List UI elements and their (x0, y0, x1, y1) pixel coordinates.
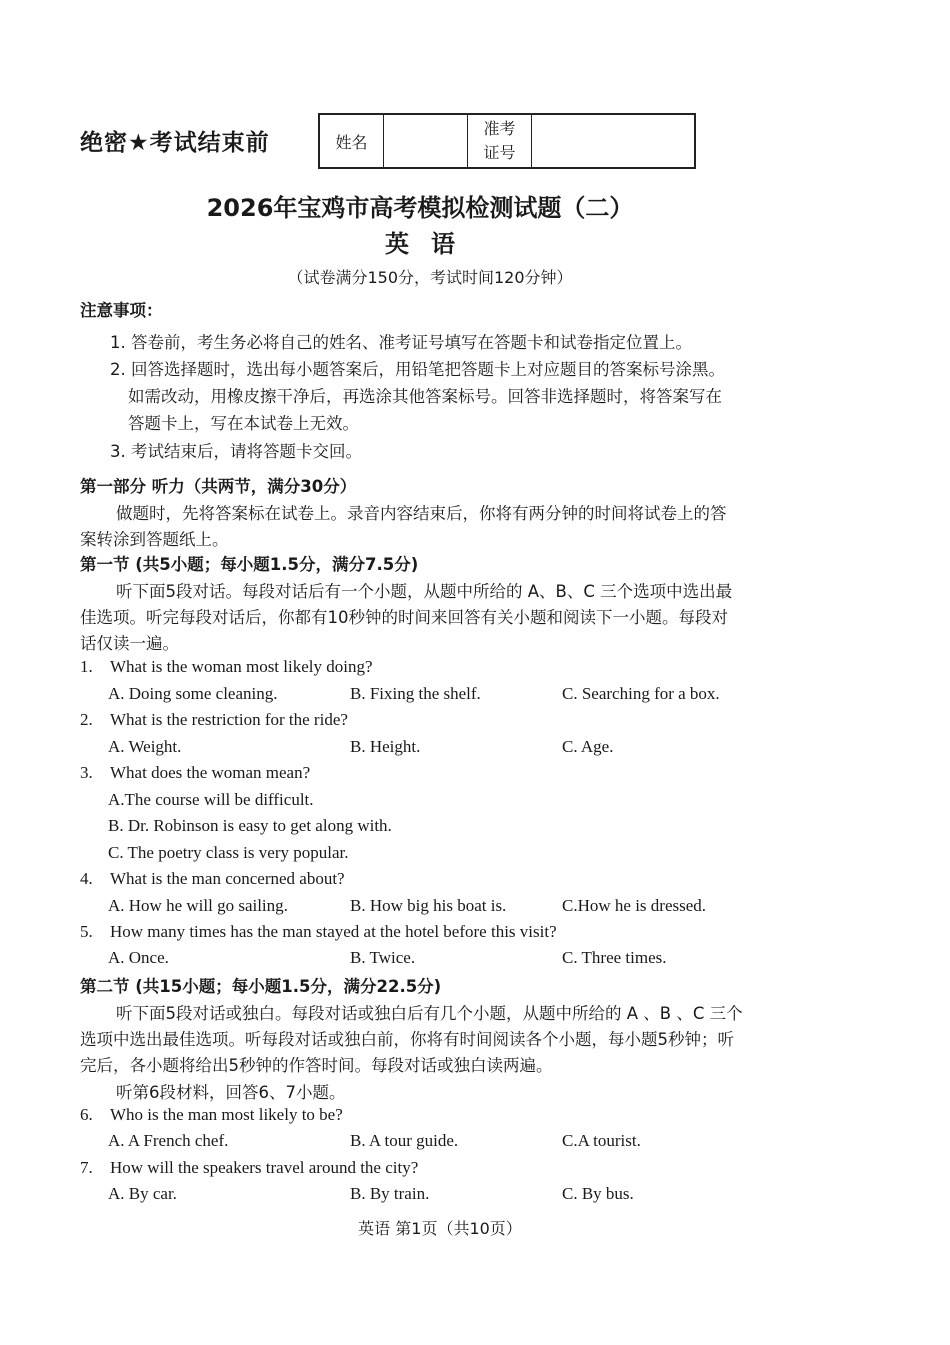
note-item: 3. 考试结束后，请将答题卡交回。 (110, 442, 362, 461)
section2-intro: 听下面5段对话或独白。每段对话或独白后有几个小题，从题中所给的 A 、B 、C 三个 (116, 1004, 743, 1023)
section1-intro: 佳选项。听完每段对话后，你都有10秒钟的时间来回答有关小题和阅读下一小题。每段对 (80, 608, 728, 627)
option-c: C.A tourist. (562, 1131, 641, 1150)
score-info: （试卷满分150分，考试时间120分钟） (287, 268, 573, 287)
option-c: C. Age. (562, 737, 614, 756)
option-a: A. How he will go sailing. (108, 896, 288, 915)
section1-intro: 听下面5段对话。每段对话后有一个小题，从题中所给的 A、B、C 三个选项中选出最 (116, 582, 733, 601)
question-text: How will the speakers travel around the city? (110, 1158, 419, 1177)
exam-id-field[interactable] (532, 115, 694, 167)
section2-intro: 选项中选出最佳选项。听每段对话或独白前，你将有时间阅读各个小题，每小题5秒钟；听 (80, 1030, 734, 1049)
candidate-info-box (318, 113, 696, 169)
section2-intro: 完后，各小题将给出5秒钟的作答时间。每段对话或独白读两遍。 (80, 1056, 553, 1075)
option-b: B. How big his boat is. (350, 896, 507, 915)
part1-intro: 做题时，先将答案标在试卷上。录音内容结束后，你将有两分钟的时间将试卷上的答 (116, 504, 727, 523)
part1-heading: 第一部分 听力（共两节，满分30分） (80, 477, 357, 496)
option-c: C.How he is dressed. (562, 896, 707, 915)
note-item: 如需改动，用橡皮擦干净后，再选涂其他答案标号。回答非选择题时，将答案写在 (128, 387, 722, 406)
exam-title: 2026年宝鸡市高考模拟检测试题（二） (206, 194, 634, 222)
note-item: 1. 答卷前，考生务必将自己的姓名、准考证号填写在答题卡和试卷指定位置上。 (110, 333, 692, 352)
name-label: 姓名 (320, 115, 384, 167)
option-b: B. Dr. Robinson is easy to get along with. (108, 816, 392, 835)
option-c: C. The poetry class is very popular. (108, 843, 349, 862)
part1-intro: 案转涂到答题纸上。 (80, 530, 229, 549)
name-field[interactable] (384, 115, 468, 167)
exam-id-label-line2: 证号 (483, 143, 516, 162)
note-item: 答题卡上，写在本试卷上无效。 (128, 414, 359, 433)
option-b: B. Fixing the shelf. (350, 684, 481, 703)
question-number: 1. (80, 657, 93, 676)
question-text: What is the restriction for the ride? (110, 710, 348, 729)
question-text: What is the man concerned about? (110, 869, 345, 888)
option-a: A. Once. (108, 948, 169, 967)
section1-intro: 话仅读一遍。 (80, 634, 179, 653)
option-a: A. Doing some cleaning. (108, 684, 278, 703)
question-number: 2. (80, 710, 93, 729)
option-b: B. A tour guide. (350, 1131, 459, 1150)
note-item: 2. 回答选择题时，选出每小题答案后，用铅笔把答题卡上对应题目的答案标号涂黑。 (110, 360, 725, 379)
option-b: B. By train. (350, 1184, 430, 1203)
page-footer: 英语 第1页（共10页） (358, 1219, 522, 1238)
section2-heading: 第二节 (共15小题；每小题1.5分，满分22.5分) (80, 977, 442, 996)
option-c: C. Searching for a box. (562, 684, 720, 703)
option-a: A. By car. (108, 1184, 177, 1203)
section1-heading: 第一节 (共5小题；每小题1.5分，满分7.5分) (80, 555, 419, 574)
question-text: Who is the man most likely to be? (110, 1105, 343, 1124)
option-b: B. Twice. (350, 948, 416, 967)
question-number: 3. (80, 763, 93, 782)
option-a: A. Weight. (108, 737, 182, 756)
question-number: 5. (80, 922, 93, 941)
material-instruction: 听第6段材料，回答6、7小题。 (116, 1083, 346, 1102)
option-c: C. Three times. (562, 948, 667, 967)
option-a: A.The course will be difficult. (108, 790, 314, 809)
notes-heading: 注意事项： (80, 301, 163, 320)
question-number: 7. (80, 1158, 93, 1177)
exam-id-label-line1: 准考 (483, 119, 516, 138)
question-text: What is the woman most likely doing? (110, 657, 373, 676)
exam-id-label (468, 115, 532, 167)
question-text: What does the woman mean? (110, 763, 311, 782)
secret-label: 绝密★考试结束前 (80, 130, 270, 156)
option-b: B. Height. (350, 737, 421, 756)
question-number: 4. (80, 869, 93, 888)
option-a: A. A French chef. (108, 1131, 229, 1150)
question-text: How many times has the man stayed at the hotel before this visit? (110, 922, 557, 941)
option-c: C. By bus. (562, 1184, 634, 1203)
question-number: 6. (80, 1105, 93, 1124)
subject-title: 英语 (385, 230, 477, 258)
